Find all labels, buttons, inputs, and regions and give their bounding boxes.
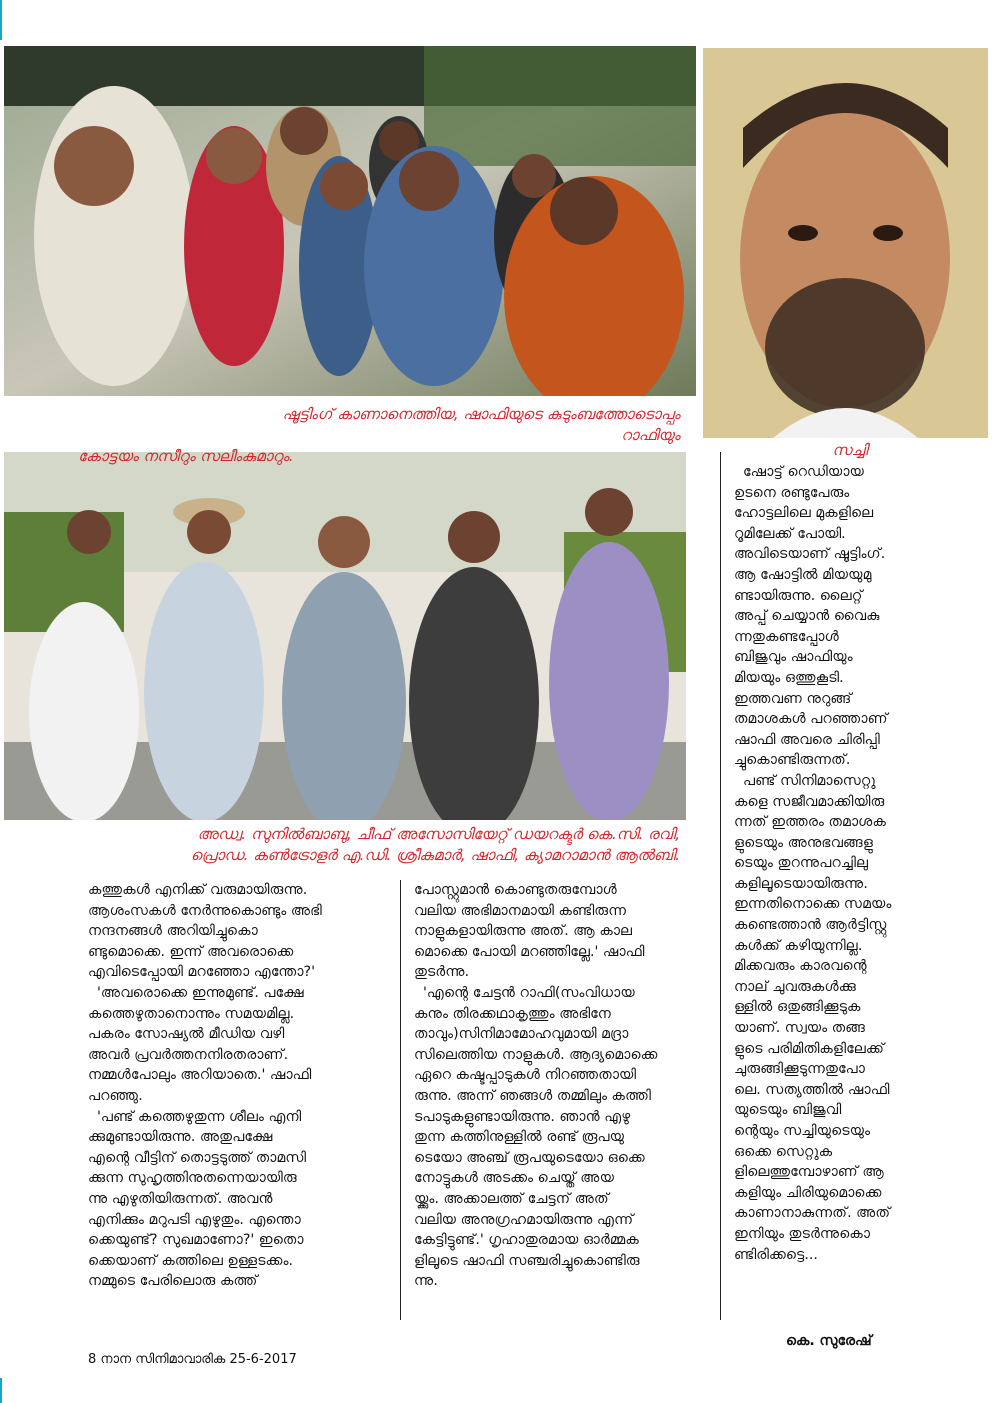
article-line: പോസ്റ്റുമാൻ കൊണ്ടുതരുമ്പോൾ: [414, 882, 617, 898]
article-line: ണ്ടുമൊക്കെ. ഇന്ന് അവരൊക്കെ: [88, 943, 294, 960]
article-line: ആ ഷോട്ടിൽ മിയയുമു: [734, 566, 872, 583]
family-group-photo: [4, 46, 696, 396]
caption-line: അഡ്വ. സുനിൽബാബു, ചീഫ് അസോസിയേറ്റ് ഡയറക്ടർ കെ.സി. രവി,: [197, 825, 680, 843]
article-line: റൂമിലേക്ക് പോയി.: [734, 525, 846, 542]
article-line: ക്കുമുണ്ടായിരുന്നു. അതുപക്ഷേ: [88, 1129, 273, 1146]
article-line: കാണാനാകുന്നത്. അത്: [734, 1205, 891, 1222]
article-line: ള്ളിൽ ഒതുങ്ങിക്കൂടുക: [734, 999, 861, 1016]
article-line: നാല് ചുവരുകൾക്കു: [734, 978, 856, 995]
page-footer: 8 നാന സിനിമാവാരിക 25-6-2017: [88, 1352, 297, 1367]
family-photo-caption: [78, 404, 680, 467]
article-line: ന്നു.: [414, 1273, 438, 1290]
page-edge-mark: [0, 1378, 2, 1403]
article-line: സിലെത്തിയ നാളുകൾ. ആദ്യമൊക്കെ: [414, 1046, 658, 1063]
article-line: ടെയും തുറന്നുപറച്ചിലു: [734, 855, 869, 872]
article-line: തമാശകൾ പറഞ്ഞാണ്: [734, 711, 888, 728]
article-line: ഇത്തവണ നുറുങ്ങ്: [734, 690, 852, 707]
article-line: ഒക്കെ സെറ്റുക: [734, 1143, 833, 1160]
article-line: ടപാടുകളുണ്ടായിരുന്നു. ഞാൻ എഴു: [414, 1108, 631, 1125]
article-line: മിയയും ഒത്തുകൂടി.: [734, 669, 844, 686]
article-line: ഇന്നതിനൊക്കെ സമയം: [734, 896, 892, 913]
author-byline: കെ. സുരേഷ്: [786, 1333, 872, 1349]
article-line: ളുടെ പരിമിതികളിലേക്ക്: [734, 1040, 885, 1057]
article-line: താവും)സിനിമാമോഹവുമായി മദ്രാ: [414, 1026, 629, 1043]
article-line: അപ്പ് ചെയ്യാൻ വൈകു: [734, 608, 880, 625]
article-line: ളുടെയും അനുഭവങ്ങളു: [734, 834, 873, 851]
article-line: ആശംസകൾ നേർന്നുകൊണ്ടും അഭി: [88, 902, 322, 919]
crew-photo-caption: [80, 824, 680, 866]
article-line: ഏറെ കഷ്ടപ്പാടുകൾ നിറഞ്ഞതായി: [414, 1067, 637, 1084]
article-line: ബിജുവും ഷാഫിയും: [734, 649, 853, 666]
article-line: തുന്ന കത്തിനുള്ളിൽ രണ്ട് രൂപയു: [414, 1129, 625, 1146]
article-line: രുന്നു. അന്ന് ഞങ്ങൾ തമ്മിലും കത്തി: [414, 1087, 651, 1104]
article-line: 'എന്റെ ചേട്ടൻ റാഫി(സംവിധായ: [414, 984, 635, 1001]
article-line: ന്നു എഴുതിയിരുന്നത്. അവൻ: [88, 1190, 273, 1207]
article-line: യ്ക്കും. അക്കാലത്ത് ചേട്ടന് അത്: [414, 1190, 609, 1207]
article-line: യാണ്. സ്വയം തങ്ങ: [734, 1020, 866, 1037]
page-edge-mark: [0, 0, 2, 40]
article-line: നമ്മുടെ പേരിലൊരു കത്ത്: [88, 1273, 258, 1290]
article-line: ഹോട്ടലിലെ മുകളിലെ: [734, 505, 874, 522]
article-line: ഇനിയും തുടർന്നുകൊ: [734, 1225, 871, 1242]
article-line: ഷാഫി അവരെ ചിരിപ്പി: [734, 731, 880, 748]
caption-line: ഷൂട്ടിംഗ് കാണാനെത്തിയ, ഷാഫിയുടെ കുടുംബത്തോടൊപ്പം റാഫിയും: [282, 405, 680, 444]
article-line: ന്നത് ഇത്തരം തമാശക: [734, 814, 886, 831]
article-line: ക്കുന്ന സുഹൃത്തിനുതന്നെയായിരു: [88, 1170, 297, 1187]
article-column-3: [734, 462, 939, 1265]
article-line: യുടെയും ബിജുവി: [734, 1102, 842, 1119]
article-line: ളിലൂടെ ഷാഫി സഞ്ചരിച്ചുകൊണ്ടിരു: [414, 1252, 640, 1269]
caption-line: പ്രൊഡ. കൺട്രോളർ എ.ഡി. ശ്രീകുമാർ, ഷാഫി, ക്യാമറാമാൻ ആൽബി.: [190, 846, 680, 864]
article-line: കണ്ടെത്താൻ ആർട്ടിസ്റ്റു: [734, 917, 887, 934]
article-line: ക്കെയാണ് കത്തിലെ ഉള്ളടക്കം.: [88, 1252, 294, 1269]
article-line: നമ്മൾപോലും അറിയാതെ.' ഷാഫി: [88, 1067, 312, 1084]
article-line: പണ്ട് സിനിമാസെറ്റു: [734, 772, 876, 789]
article-line: ക്കെയുണ്ട്? സുഖമാണോ?' ഇതൊ: [88, 1232, 304, 1249]
article-line: ഷോട്ട് റെഡിയായ: [734, 464, 864, 480]
article-line: ച്ചുകൊണ്ടിരുന്നത്.: [734, 752, 851, 769]
article-line: തുടർന്നു.: [414, 964, 470, 981]
article-line: ന്നതുകണ്ടപ്പോൾ: [734, 628, 839, 645]
portrait-photo-sachi: [703, 48, 988, 438]
article-line: കളിയും ചിരിയുമൊക്കെ: [734, 1184, 882, 1201]
article-line: മൊക്കെ പോയി മറഞ്ഞില്ലേ.' ഷാഫി: [414, 943, 645, 960]
article-line: മിക്കവരും കാരവന്റെ: [734, 958, 867, 975]
article-line: വലിയ അഭിമാനമായി കണ്ടിരുന്ന: [414, 902, 627, 919]
article-line: ചുരുങ്ങിക്കൂടുന്നതുപോ: [734, 1061, 865, 1078]
column-divider: [400, 880, 401, 1320]
article-line: 'പണ്ട് കത്തെഴുതുന്ന ശീലം എനി: [88, 1108, 302, 1125]
article-line: വലിയ അനുഗ്രഹമായിരുന്നു എന്ന്: [414, 1211, 634, 1228]
article-line: എവിടെപ്പോയി മറഞ്ഞോ എന്തോ?': [88, 964, 315, 981]
article-line: ന്റെയും സച്ചിയുടെയും: [734, 1123, 871, 1139]
article-line: ളിലെത്തുമ്പോഴാണ് ആ: [734, 1164, 884, 1181]
article-column-1: [88, 880, 388, 1292]
article-line: കേട്ടിട്ടുണ്ട്.' ഗൃഹാതുരമായ ഓർമ്മക: [414, 1232, 639, 1249]
article-line: നന്ദനങ്ങൾ അറിയിച്ചുകൊ: [88, 923, 258, 940]
article-line: കൾക്ക് കഴിയുന്നില്ല.: [734, 937, 863, 954]
article-line: നോട്ടുകൾ അടക്കം ചെയ്ത് അയ: [414, 1170, 615, 1187]
article-line: നാളുകളായിരുന്നു അത്. ആ കാല: [414, 923, 633, 940]
article-line: പകരം സോഷ്യൽ മീഡിയ വഴി: [88, 1026, 285, 1043]
caption-line: കോട്ടയം നസീറും സലീംകുമാറും.: [78, 447, 294, 465]
article-line: ഉടനെ രണ്ടുപേരും: [734, 484, 850, 501]
article-line: ണ്ടായിരുന്നു. ലൈറ്റ്: [734, 587, 863, 604]
article-line: ലെ. സത്യത്തിൽ ഷാഫി: [734, 1081, 890, 1098]
article-line: ണ്ടിരിക്കട്ടെ...: [734, 1246, 818, 1263]
article-line: കളെ സജീവമാക്കിയിരു: [734, 793, 885, 810]
portrait-caption: സച്ചി: [832, 441, 868, 459]
article-line: കളിലൂടെയായിരുന്നു.: [734, 875, 868, 892]
article-line: കനും തിരക്കഥാകൃത്തും അഭിനേ: [414, 1005, 611, 1022]
article-line: പറഞ്ഞു.: [88, 1087, 143, 1104]
crew-group-photo: [4, 452, 686, 820]
article-line: ടെയോ അഞ്ച് രൂപയുടെയോ ഒക്കെ: [414, 1149, 645, 1166]
article-line: കത്തുകൾ എനിക്ക് വരുമായിരുന്നു.: [88, 882, 308, 898]
article-line: അവിടെയാണ് ഷൂട്ടിംഗ്.: [734, 546, 886, 563]
article-line: അവർ പ്രവർത്തനനിരതരാണ്.: [88, 1046, 289, 1063]
article-column-2: [414, 880, 714, 1292]
column-divider: [720, 452, 721, 1320]
article-line: എനിക്കും മറുപടി എഴുതും. എന്തൊ: [88, 1211, 301, 1228]
article-line: 'അവരൊക്കെ ഇന്നുമുണ്ട്. പക്ഷേ: [88, 984, 304, 1001]
article-line: കത്തെഴുതാനൊന്നും സമയമില്ല.: [88, 1005, 295, 1022]
article-line: എന്റെ വീട്ടിന് തൊട്ടടുത്ത് താമസി: [88, 1149, 307, 1166]
